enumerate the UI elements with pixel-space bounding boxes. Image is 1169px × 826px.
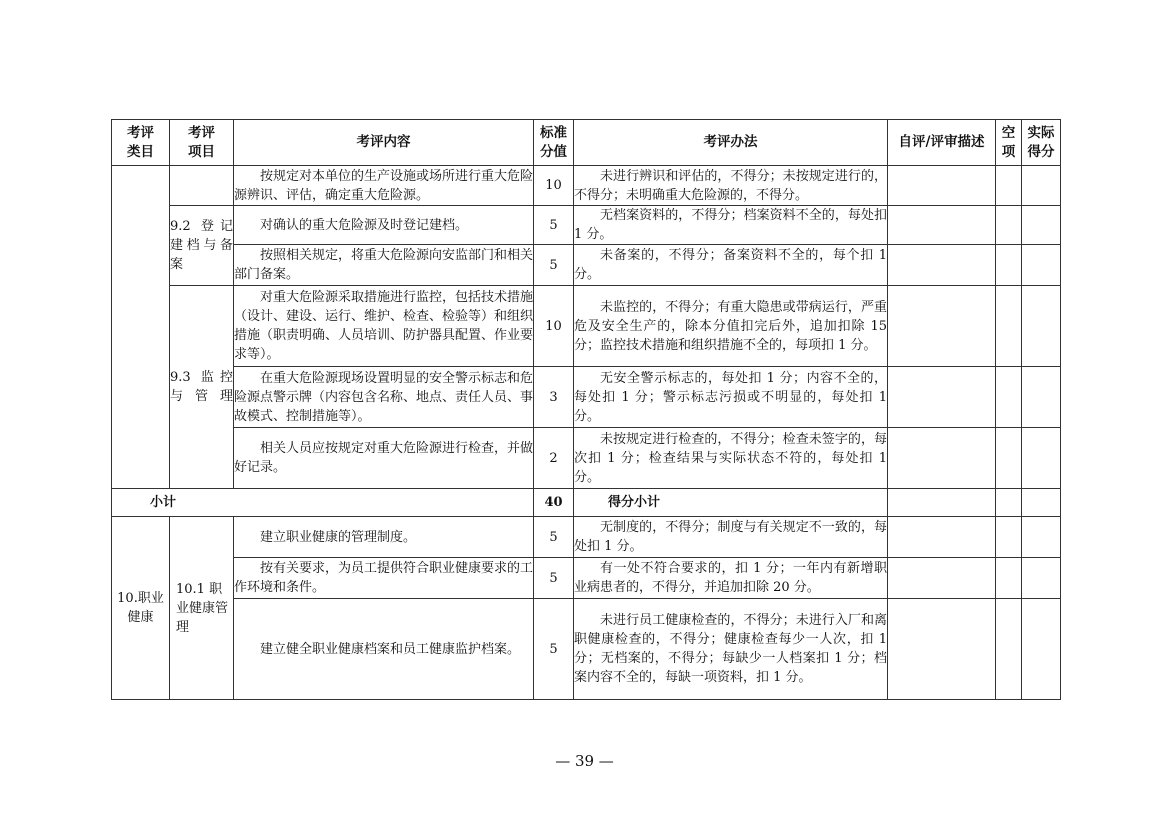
score-cell: 5: [534, 517, 574, 558]
content-cell: 按照相关规定，将重大危险源向安监部门和相关部门备案。: [234, 245, 534, 286]
category-cell-10: 10.职业健康: [112, 517, 170, 700]
self-eval-cell: [888, 517, 996, 558]
vacant-cell: [996, 166, 1022, 206]
table-row: [112, 517, 1061, 558]
header-actual: 实际 得分: [1022, 120, 1061, 166]
actual-score-cell: [1022, 367, 1061, 428]
method-cell: 无制度的，不得分；制度与有关规定不一致的，每处扣 1 分。: [574, 517, 888, 558]
content-cell: 对重大危险源采取措施进行监控，包括技术措施（设计、建设、运行、维护、检查、检验等）和组织措施（职责明确、人员培训、防护器具配置、作业要求等）。: [234, 286, 534, 367]
header-row: [112, 120, 1061, 166]
self-eval-cell: [888, 489, 996, 517]
self-eval-cell: [888, 428, 996, 489]
table-row: [112, 367, 1061, 428]
vacant-cell: [996, 428, 1022, 489]
method-cell: 未进行员工健康检查的，不得分；未进行入厂和离职健康检查的，不得分；健康检查每少一人次，扣 1 分；无档案的，不得分；每缺少一人档案扣 1 分；档案内容不全的，每缺一项资料，扣 1 分。: [574, 599, 888, 700]
vacant-cell: [996, 206, 1022, 245]
table-row: [112, 558, 1061, 599]
score-cell: 5: [534, 558, 574, 599]
self-eval-cell: [888, 206, 996, 245]
table-row: [112, 599, 1061, 700]
self-eval-cell: [888, 599, 996, 700]
header-method: 考评办法: [574, 120, 888, 166]
vacant-cell: [996, 489, 1022, 517]
actual-score-cell: [1022, 599, 1061, 700]
vacant-cell: [996, 367, 1022, 428]
vacant-cell: [996, 517, 1022, 558]
item-cell-9-2: 9.2 登记建档与备案: [170, 206, 234, 286]
item-cell-blank: [170, 166, 234, 206]
content-cell: 建立职业健康的管理制度。: [234, 517, 534, 558]
table-row: [112, 428, 1061, 489]
table-row: [112, 245, 1061, 286]
evaluation-table: [111, 119, 1061, 700]
vacant-cell: [996, 286, 1022, 367]
self-eval-cell: [888, 558, 996, 599]
content-cell: 按有关要求，为员工提供符合职业健康要求的工作环境和条件。: [234, 558, 534, 599]
item-cell-10-1: 10.1 职业健康管理: [170, 517, 234, 700]
subtotal-method-label: 得分小计: [574, 489, 888, 517]
header-score: 标准 分值: [534, 120, 574, 166]
method-cell: 有一处不符合要求的，扣 1 分；一年内有新增职业病患者的，不得分，并追加扣除 20 分。: [574, 558, 888, 599]
header-item: 考评 项目: [170, 120, 234, 166]
score-cell: 5: [534, 599, 574, 700]
category-cell-9: [112, 166, 170, 489]
header-vacant: 空 项: [996, 120, 1022, 166]
subtotal-score: 40: [534, 489, 574, 517]
score-cell: 10: [534, 286, 574, 367]
vacant-cell: [996, 245, 1022, 286]
actual-score-cell: [1022, 558, 1061, 599]
actual-score-cell: [1022, 428, 1061, 489]
score-cell: 10: [534, 166, 574, 206]
actual-score-cell: [1022, 489, 1061, 517]
self-eval-cell: [888, 166, 996, 206]
method-cell: 未进行辨识和评估的，不得分；未按规定进行的，不得分；未明确重大危险源的，不得分。: [574, 166, 888, 206]
self-eval-cell: [888, 367, 996, 428]
content-cell: 对确认的重大危险源及时登记建档。: [234, 206, 534, 245]
header-content: 考评内容: [234, 120, 534, 166]
header-self-eval: 自评/评审描述: [888, 120, 996, 166]
table-row: [112, 206, 1061, 245]
actual-score-cell: [1022, 206, 1061, 245]
subtotal-label: 小计: [112, 489, 534, 517]
content-cell: 相关人员应按规定对重大危险源进行检查，并做好记录。: [234, 428, 534, 489]
page-number: — 39 —: [555, 752, 614, 770]
self-eval-cell: [888, 245, 996, 286]
table-row: [112, 166, 1061, 206]
actual-score-cell: [1022, 245, 1061, 286]
score-cell: 3: [534, 367, 574, 428]
content-cell: 按规定对本单位的生产设施或场所进行重大危险源辨识、评估，确定重大危险源。: [234, 166, 534, 206]
actual-score-cell: [1022, 517, 1061, 558]
self-eval-cell: [888, 286, 996, 367]
item-cell-9-3: 9.3 监控与管理: [170, 286, 234, 489]
vacant-cell: [996, 558, 1022, 599]
method-cell: 未备案的，不得分；备案资料不全的，每个扣 1 分。: [574, 245, 888, 286]
method-cell: 未监控的，不得分；有重大隐患或带病运行，严重危及安全生产的，除本分值扣完后外，追加扣除 15 分；监控技术措施和组织措施不全的，每项扣 1 分。: [574, 286, 888, 367]
header-category: 考评 类目: [112, 120, 170, 166]
score-cell: 2: [534, 428, 574, 489]
score-cell: 5: [534, 245, 574, 286]
content-cell: 建立健全职业健康档案和员工健康监护档案。: [234, 599, 534, 700]
vacant-cell: [996, 599, 1022, 700]
method-cell: 未按规定进行检查的，不得分；检查未签字的，每次扣 1 分；检查结果与实际状态不符的，每处扣 1 分。: [574, 428, 888, 489]
actual-score-cell: [1022, 286, 1061, 367]
actual-score-cell: [1022, 166, 1061, 206]
subtotal-row: [112, 489, 1061, 517]
content-cell: 在重大危险源现场设置明显的安全警示标志和危险源点警示牌（内容包含名称、地点、责任人员、事故模式、控制措施等）。: [234, 367, 534, 428]
method-cell: 无档案资料的，不得分；档案资料不全的，每处扣 1 分。: [574, 206, 888, 245]
score-cell: 5: [534, 206, 574, 245]
method-cell: 无安全警示标志的，每处扣 1 分；内容不全的，每处扣 1 分；警示标志污损或不明显的，每处扣 1 分。: [574, 367, 888, 428]
table-row: [112, 286, 1061, 367]
